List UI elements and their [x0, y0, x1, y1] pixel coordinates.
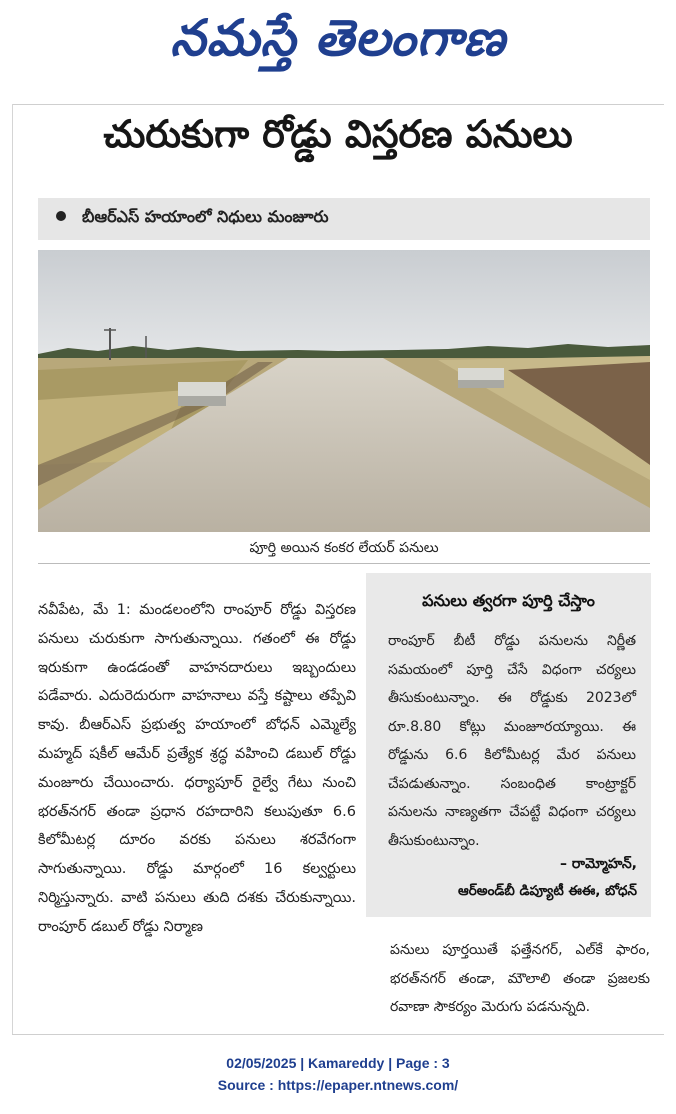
footer-edition-info: 02/05/2025 | Kamareddy | Page : 3 [226, 1055, 450, 1071]
bullet-icon [56, 211, 66, 221]
sidebar-box-title: పనులు త్వరగా పూర్తి చేస్తాం [422, 591, 595, 610]
bottom-divider [12, 1034, 664, 1035]
footer [0, 1052, 676, 1096]
signature-title: ఆర్అండ్‌బీ డిప్యూటీ ఈఈ, బోధన్ [457, 883, 637, 899]
subheading-bar [38, 198, 650, 240]
body-paragraph-right: పనులు పూర్తయితే ఫత్తేనగర్, ఎల్‌కే ఫారం, భరత్‌నగర్ తండా, మౌలాలి తండా ప్రజలకు రవాణా సౌకర్యం మెరుగు పడనున్నది. [390, 942, 650, 1015]
signature-name: – రామ్మోహన్, [560, 856, 637, 872]
top-divider [12, 104, 664, 105]
article-body-right [390, 936, 650, 1022]
footer-source-link[interactable]: Source : https://epaper.ntnews.com/ [217, 1077, 459, 1093]
article-body-left [38, 596, 356, 942]
left-margin-line [12, 104, 13, 1034]
article-photo [38, 250, 650, 532]
subheading-text: బీఆర్ఎస్ హయాంలో నిధులు మంజూరు [82, 207, 329, 226]
sidebar-quote-box [366, 573, 651, 917]
masthead [0, 0, 676, 104]
sidebar-box-body: రాంపూర్ బీటీ రోడ్డు పనులను నిర్ణీత సమయంలో పూర్తి చేసే విధంగా చర్యలు తీసుకుంటున్నాం. ఈ రోడ్డుకు 2023లో రూ.8.80 కోట్లు మంజూరయ్యాయి. ఈ రోడ్డును 6.6 కిలోమీటర్ల మేర పనులు చేపడుతున్నాం. సంబంధిత కాంట్రాక్టర్ పనులను నాణ్యతగా చేపట్టే విధంగా చర్యలు తీసుకుంటున్నాం. [388, 633, 636, 849]
body-paragraph-left: నవీపేట, మే 1: మండలంలోని రాంపూర్ రోడ్డు విస్తరణ పనులు చురుకుగా సాగుతున్నాయి. గతంలో ఈ రోడ్డు ఇరుకుగా ఉండడంతో వాహనదారులు ఇబ్బందులు పడేవారు. ఎదురెదురుగా వాహనాలు వస్తే కష్టాలు తప్పేవి కావు. బీఆర్ఎస్ ప్రభుత్వ హయాంలో బోధన్ ఎమ్మెల్యే మహ్మద్ షకీల్ ఆమేర్ ప్రత్యేక శ్రద్ధ వహించి డబుల్ రోడ్డు మంజూరు చేయించారు. ధర్యాపూర్ రైల్వే గేటు నుంచి భరత్‌నగర్ తండా ప్రధాన రహదారిని కలుపుతూ 6.6 కిలోమీటర్ల దూరం వరకు పనులు శరవేగంగా సాగుతున్నాయి. రోడ్డు మార్గంలో 16 కల్వర్టులు నిర్మిస్తున్నారు. వాటి పనులు తుది దశకు చేరుకున్నాయి. రాంపూర్ డబుల్ రోడ్డు నిర్మాణ [38, 602, 356, 935]
article-headline: చురుకుగా రోడ్డు విస్తరణ పనులు [103, 112, 573, 156]
caption-divider [38, 563, 650, 564]
photo-caption: పూర్తి అయిన కంకర లేయర్ పనులు [249, 540, 439, 556]
masthead-title: నమస్తే తెలంగాణ [170, 8, 506, 67]
